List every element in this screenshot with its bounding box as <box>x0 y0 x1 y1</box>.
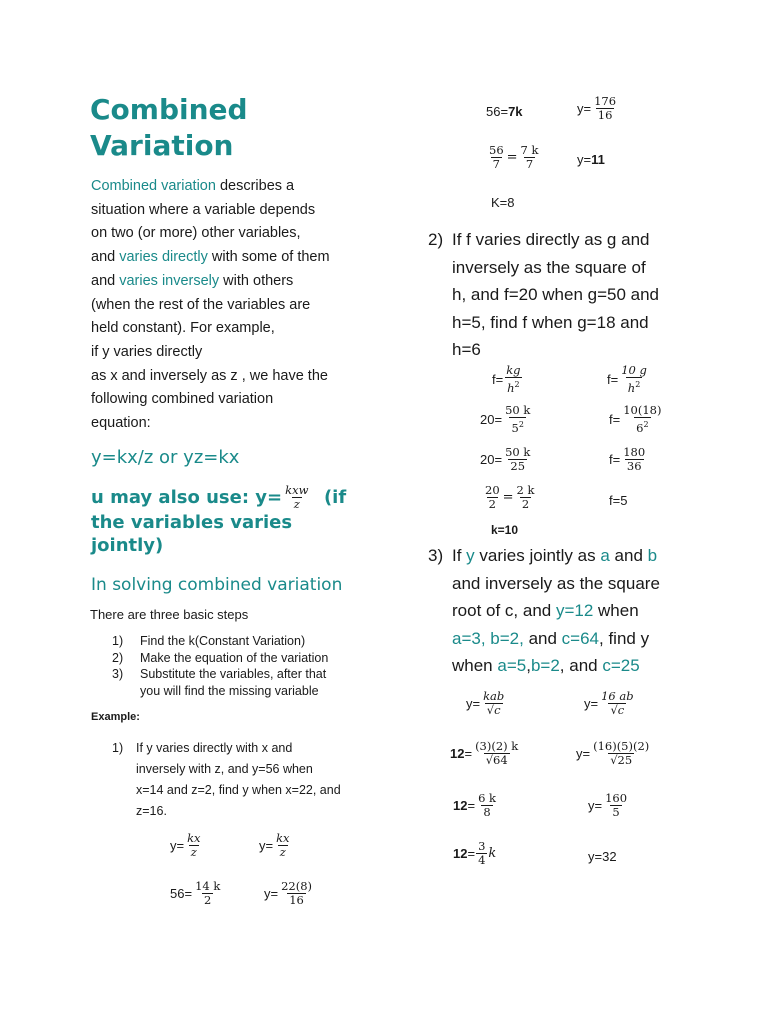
problem-1: 1) If y varies directly with x and inversely with z, and y=56 when x=14 and z=2, find y when x=22, and z=16. <box>112 741 341 818</box>
p2-step-4a: $\frac{20}{2}$ = $\frac{2 k}{2}$ <box>485 483 535 511</box>
p1-step-3a: 56= 7k <box>486 104 523 119</box>
p2-answer-k: k=10 <box>491 523 519 537</box>
combined-equation: y=kx/z or yz=kx <box>91 447 240 468</box>
p2-step-1a: f= $\frac{kg}{h^2}$ <box>492 363 521 395</box>
list-item: you will find the missing variable <box>140 683 319 698</box>
p3-step-3b: y= $\frac{160}{5}$ <box>588 791 628 819</box>
list-item: 3) Substitute the variables, after that <box>112 667 327 681</box>
steps-list <box>112 633 328 699</box>
problem-2: 2) If f varies directly as g and inversely as the square of h, and f=20 when g=50 and h=5, find f when g=18 and h=6 <box>428 230 660 359</box>
p2-step-2a: 20= $\frac{50 k}{5^2}$ <box>480 403 531 435</box>
p3-step-3a: 12 = $\frac{6 k}{8}$ <box>453 791 497 819</box>
p3-step-1b: y= $\frac{16 ab}{√c}$ <box>584 689 634 717</box>
title-line-1: Combined <box>90 93 248 126</box>
solving-heading: In solving combined variation <box>91 575 343 595</box>
term-varies-directly: varies directly <box>119 249 208 266</box>
p1-step-4a: $\frac{56}{7}$ = $\frac{7 k}{7}$ <box>489 143 539 171</box>
p1-step-1a: y= $\frac{kx}{z}$ <box>170 831 201 859</box>
jointly-note: u may also use: y= $\frac{\text{kxw}}{z}$ (if the variables varies jointly) <box>91 483 347 556</box>
p2-step-3b: f= $\frac{180}{36}$ <box>609 445 646 473</box>
problem-3: 3) If y varies jointly as a and b and inversely as the square root of c, and y=12 when a=3, b=2, and c=64, find y when a=5,b=2, and c=25 <box>428 546 660 675</box>
p2-step-2b: f= $\frac{10(18)}{6^2}$ <box>609 403 662 435</box>
p1-step-1b: y= $\frac{kx}{z}$ <box>259 831 290 859</box>
p3-step-4a: 12 = $\frac{3}{4}$ k <box>453 839 497 867</box>
title-line-2: Variation <box>90 129 234 162</box>
p3-answer-y: y=32 <box>588 849 617 864</box>
example-label: Example: <box>91 711 140 723</box>
term-combined-variation: Combined variation <box>91 178 216 194</box>
p2-step-3a: 20= $\frac{50 k}{25}$ <box>480 445 531 473</box>
intro-paragraph: Combined variation describes a situation where a variable depends on two (or more) other variables, and varies directly with some of them and varies inversely with others (when the rest of the variables are held constant). For example, if y varies directly as x and inversely as z , we have the following combined variation equation: <box>91 178 330 432</box>
p1-answer-k: K=8 <box>491 195 515 210</box>
steps-intro: There are three basic steps <box>90 607 249 622</box>
list-item: 1) Find the k(Constant Variation) <box>112 634 306 648</box>
p1-step-2b: y= $\frac{22(8)}{16}$ <box>264 879 313 907</box>
p3-step-2b: y= $\frac{(16)(5)(2)}{√25}$ <box>576 739 650 767</box>
p3-step-2a: 12 = $\frac{(3)(2) k}{√64}$ <box>450 739 519 767</box>
page-title <box>90 92 248 164</box>
list-item: 2) Make the equation of the variation <box>112 650 329 665</box>
p3-step-1a: y= $\frac{\text{kab}}{√c}$ <box>466 689 505 717</box>
term-varies-inversely: varies inversely <box>119 272 220 289</box>
p1-step-4b: y= 11 <box>577 152 605 167</box>
kxw-over-z-fraction: $\frac{\text{kxw}}{z}$ <box>285 483 309 511</box>
p1-step-3b: y= $\frac{176}{16}$ <box>577 94 617 122</box>
p2-step-4b: f=5 <box>609 493 628 508</box>
p1-step-2a: 56= $\frac{14 k}{2}$ <box>170 879 221 907</box>
p2-step-1b: f= $\frac{10 g}{h^2}$ <box>607 363 647 395</box>
